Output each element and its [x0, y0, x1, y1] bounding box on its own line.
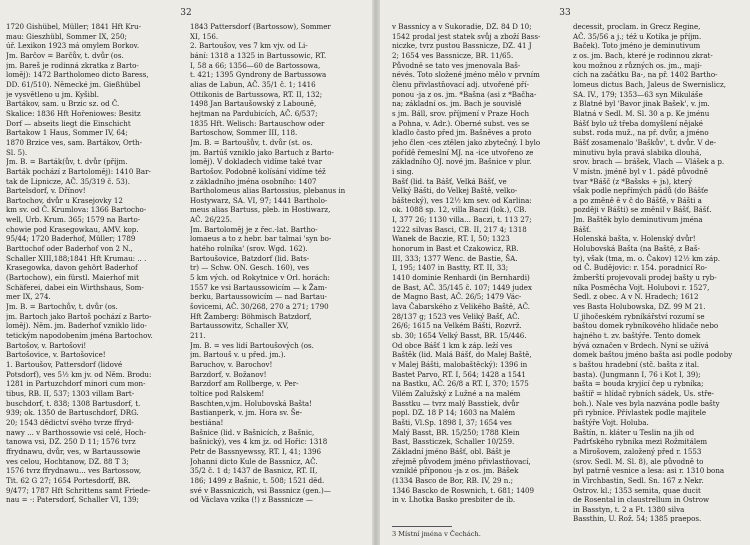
- text-line: kladlo často před jm. Bašněves a proto: [392, 128, 532, 138]
- text-line: vzniklé příponou -jь z os. jm. Bášek: [392, 466, 519, 476]
- text-line: z os. jm. Bach, které je rodinnou zkrat-: [573, 50, 713, 60]
- text-line: níka Posměcha Vojt. Holubovi r. 1527,: [573, 282, 710, 292]
- text-line: 95/44; 1720 Baderhof, Müller; 1789: [6, 234, 136, 244]
- text-line: I, 195; 1407 in Bastty, RT. II, 33;: [392, 263, 509, 273]
- text-line: Jm. B. = ves lidí Bartoušových (os.: [190, 340, 314, 350]
- text-line: 1720 Gishübel, Müller; 1841 Hft Kru-: [6, 22, 142, 31]
- text-column-left: [392, 22, 560, 527]
- text-line: Johanni dicto Kule de Bassnicz, AČ.: [190, 456, 318, 466]
- text-line: hatého rolníka' (srov. Wgd. 162).: [190, 244, 308, 254]
- text-line: toltice pod Ralskem!: [190, 388, 265, 398]
- text-line: Dorf — abseits liegt die Einschicht: [6, 118, 131, 128]
- text-line: 35/2 č. 1 d; 1437 de Basnicz, RT. II,: [190, 466, 318, 476]
- text-line: bývá označen v Brdech. Nyní se užívá: [573, 340, 709, 350]
- text-line: 2; 1654 ves Bassnicze, BR. 11/65.: [392, 50, 514, 60]
- text-line: od Václava vzika (!) z Bassnicze —: [190, 495, 313, 505]
- text-line: a Mirošovem, založený před r. 1553: [573, 446, 702, 456]
- text-line: boh.). Nale ves byla nazvána podle bašty: [573, 398, 720, 408]
- text-line: Původně se tato ves jmenovala Baš-: [392, 60, 521, 70]
- text-line: 1576 tvrz ffrydnawu... ves Bartossow,: [6, 466, 142, 476]
- text-line: pořídě řemeslní MJ. na -ice utvořeno ze: [392, 147, 534, 157]
- text-line: (1334 Basco de Bor, RB. IV, 29 n.;: [392, 475, 514, 485]
- text-line: Bartelsdorf, v. Dřínov!: [6, 186, 86, 196]
- text-line: 1222 silvas Basci, CB. II, 217 4; 1318: [392, 224, 527, 234]
- text-line: niczke, tvrz pustou Bassnicze, DZ. 41 J: [392, 41, 532, 51]
- text-line: Vilém Zalužský z Lužné a na malém: [392, 388, 521, 398]
- text-line: Malý Basst, BR. 15/250; 1788 Klein: [392, 427, 520, 437]
- text-line: tak de Lipnicze, AČ. 35/319 č. 53).: [6, 176, 130, 186]
- text-line: tanowa vsi, DZ. 250 D 11; 1576 tvrz: [6, 437, 136, 447]
- text-line: 1835 Hft. Welisch: Bartauschow oder: [190, 118, 325, 128]
- text-line: Jm. B. = Bartochův, t. dvůr (os.: [6, 302, 118, 312]
- text-line: na; základní os. jm. Bach je souvislé: [392, 99, 522, 109]
- text-line: Ostrov. kl.; 1353 semita, quae ducit: [573, 485, 701, 495]
- text-line: (srov. Sedl. M. Sl. 8), ale původně to: [573, 456, 704, 466]
- text-line: Barzdorf am Rollberge, v. Per-: [190, 379, 299, 389]
- text-line: Petr de Bassnyewssy, RT. I, 41; 1396: [190, 446, 322, 456]
- text-line: 939; ok. 1350 de Bartuschdorf, DRG.: [6, 408, 139, 418]
- text-line: Bašti, Vl.Sp. 1898 I, 37; 1654 ves: [392, 417, 512, 427]
- text-line: loměj). Něm. jm. Baderhof vzniklo lido-: [6, 321, 147, 331]
- text-line: baštou domek rybníkového hlídače nebo: [573, 321, 719, 331]
- text-line: ves Basta Holubowska, DZ. 99 M 21.: [573, 302, 706, 312]
- text-line: Bartochov, dvůr u Krasejovky 12: [6, 195, 123, 205]
- text-line: AČ. 26/225.: [190, 215, 233, 225]
- text-line: popl. DZ. 18 P 14; 1603 na Malém: [392, 408, 516, 418]
- text-line: kou možnou z různých os. jm., mají-: [573, 60, 702, 70]
- text-line: úř. Lexikon 1923 má omylem Borkov.: [6, 41, 140, 51]
- text-line: 1498 Jan Bartaušowský z Labouně,: [190, 99, 317, 109]
- text-line: Hft Žamberg: Böhmisch Batzdorf,: [190, 311, 312, 321]
- text-line: Od obce Bášť 1 km k záp. leží ves: [392, 340, 513, 350]
- text-line: Basstku — tvrz malý Basstiek, dvůr: [392, 398, 520, 408]
- text-line: z základního jména osobního: 1407: [190, 176, 317, 186]
- text-line: in Virchbastin, Sedl. Sn. 167 z Nekr.: [573, 475, 704, 485]
- text-line: loměj). V dokladech vidíme také tvar: [190, 157, 323, 167]
- text-line: U jihočeském rybníkářství rozumí se: [573, 311, 705, 321]
- footnote-rule: [392, 526, 452, 527]
- text-columns: [0, 22, 372, 527]
- text-line: s baštou hradební (stč. bašta z ital.: [573, 359, 700, 369]
- text-line: byl patrně vesnice a lesa: asi r. 1310 bona: [573, 466, 725, 476]
- text-line: t. 421; 1395 Gyndrony de Bartussowa: [190, 70, 327, 80]
- text-line: buschdorf, t. 838; 1308 Bartusdorf, t.: [6, 398, 141, 408]
- text-line: tibus, RB. II, 537; 1303 villam Bart-: [6, 388, 135, 398]
- text-line: 26/6; 1615 na Velkém Bášti, Rozvrž.: [392, 321, 522, 331]
- text-line: 1. Bartoušov, Pattersdorf (lidové: [6, 359, 123, 369]
- text-column-right: [573, 22, 745, 527]
- text-line: Holenská bašta, v. Holenský dvůr!: [573, 234, 696, 244]
- text-line: Jm. B. = Bartoušův, t. dvůr (st. os.: [190, 137, 313, 147]
- text-line: berku, Bartaussowicím — nad Bartau-: [190, 292, 327, 302]
- text-line: decessit, proclam. in Grecz Regine,: [573, 22, 701, 31]
- text-line: Baštín, n. kláter u Teslin na jih od: [573, 427, 695, 437]
- text-line: Baček). Toto jméno je deminutivum: [573, 41, 701, 51]
- text-line: Hostywarz, SA. VI, 97; 1441 Bartholo-: [190, 195, 328, 205]
- text-line: tetickým napodobením jména Bartochov.: [6, 331, 153, 340]
- text-line: (Bartochow), ein fürstl. Maierhof mit: [6, 273, 139, 283]
- text-line: de Bast, AČ. 35/145 č. 107; 1449 judex: [392, 282, 532, 292]
- text-line: zřejmě původem jméno přivlastňovací,: [392, 456, 531, 466]
- text-line: névés. Toto složené jméno mělo v prvním: [392, 70, 540, 80]
- text-line: Jm. Baštěk bylo deminutivum jména: [573, 215, 703, 225]
- text-line: Baschten,v.jm. Holubovská Bašta!: [190, 398, 312, 408]
- text-line: Bartakow 1 Haus, Sommer IV, 64;: [6, 128, 128, 138]
- right-page: [380, 0, 750, 545]
- text-line: bašta = bouda kryjící čep u rybníka;: [573, 379, 704, 389]
- text-line: I, 58 a 66; 1356—60 de Bartossowa,: [190, 60, 321, 70]
- text-line: meus alias Bartuss, pleb. in Hostiwarz,: [190, 205, 331, 215]
- text-line: subst. roda muž., na př. dvůr, a jméno: [573, 128, 709, 138]
- text-line: III, 333; 1377 Wenc. de Bastie, ŠA.: [392, 253, 518, 263]
- text-line: šovicemi, AČ. 30/268, 270 a 271; 1790: [190, 302, 329, 312]
- text-line: své v Bassniczich, vsi Bassnicz (gen.)—: [190, 485, 331, 495]
- text-line: Bartaussowitz, Schaller XV,: [190, 321, 289, 331]
- text-line: Bast, Bassticzek, Schaller 10/259.: [392, 437, 515, 447]
- footnote: 3 Místní jména v Čechách.: [392, 530, 481, 538]
- text-line: v Bassnicy a v Sukoradie, DZ. 84 D 10;: [392, 22, 532, 31]
- text-line: well, Urb. Krum. 365; 1579 na Barto-: [6, 215, 141, 225]
- text-line: mer IX, 274.: [6, 292, 51, 302]
- text-line: nawy ... v Barthossowie vsi celé, Hoch-: [6, 427, 146, 437]
- text-line: alias de Labun, AČ. 35/1 č. 1; 1416: [190, 79, 316, 89]
- text-columns: [380, 22, 750, 527]
- text-line: Skalice: 1836 Hft Hořeniowes: Besitz: [6, 108, 141, 118]
- text-line: Sl. 5).: [6, 147, 28, 157]
- text-line: však podle nepřímých pádů (do Bášťe: [573, 186, 709, 196]
- text-line: a po změně ě v č do Bášťě, v Bášti a: [573, 195, 702, 205]
- text-line: de Magno Bast, AČ. 26/5; 1479 Vác-: [392, 292, 522, 302]
- text-line: Bašť (lid. ta Bášť, Velká Bášť, ve: [392, 176, 507, 186]
- page-number: 33: [559, 8, 571, 18]
- text-column-left: [6, 22, 176, 527]
- text-line: Bartoušovice, Batzdorf (lid. Bats-: [190, 253, 310, 263]
- text-line: 1870 Brzice ves, sam. Bartákov, Orth-: [6, 137, 142, 147]
- text-line: honorum in Bast et Czakowicz, RB.: [392, 244, 519, 254]
- text-line: mau: Gieszhübl, Sommer IX, 250;: [6, 31, 127, 41]
- text-line: XI, 156.: [190, 31, 219, 41]
- text-column-right: [190, 22, 364, 527]
- text-line: Padrťského rybníka mezi Rožmitálem: [573, 437, 708, 447]
- text-line: Bassthin, U. Rož. 54; 1385 praepos.: [573, 514, 702, 524]
- text-line: Základní jméno Bášť, obl. Bášt je: [392, 446, 511, 456]
- text-line: s jm. Báll, srov. příjmení v Praze Hoch: [392, 108, 530, 118]
- text-line: minutivu byla pravá slabika dlouhá,: [573, 147, 702, 157]
- text-line: Bartholomeus alias Bartossius, plebanus in: [190, 186, 346, 196]
- text-line: tr) — Schw. ON. Gesch. 160), ves: [190, 263, 310, 273]
- text-line: Bartoschow, Sommer III, 118.: [190, 128, 298, 138]
- text-line: ok. 1088 sp. 12, villa Baczi (lok.), CB.: [392, 205, 527, 215]
- text-line: km sv. od Č. Krumlova: 1366 Bartocho-: [6, 205, 147, 215]
- text-line: z Blatné byl 'Bavor jinak Bašek', v. jm.: [573, 99, 710, 109]
- text-line: chowie pod Krasegowkau, AMV. kop.: [6, 224, 139, 234]
- text-line: 1410 dominie Renhardi (in Bernhardi): [392, 273, 530, 283]
- text-line: Bastet Parvo, RT. I, 564; 1428 a 1541: [392, 369, 526, 379]
- text-line: hejtman na Pardubicích, AČ. 6/537;: [190, 108, 318, 118]
- text-line: hajného t. zv. baštýře. Tento domek: [573, 331, 701, 340]
- text-line: Barzdorf, v. Božanov!: [190, 369, 267, 379]
- text-line: Bastianperk, v. jm. Hora sv. Še-: [190, 408, 303, 418]
- text-line: členu přivlastňovací adj. utvořené pří-: [392, 79, 529, 89]
- text-line: Baruchov, v. Barochov!: [190, 359, 273, 369]
- text-line: tvar *Bášč (z *Bašsks + jь), který: [573, 176, 693, 186]
- text-line: 5 km vých. od Rokytnice v Orl. horách:: [190, 273, 330, 283]
- text-line: ponou -ja z os. jm. *Bašna (asi z *Bačha-: [392, 89, 537, 99]
- text-line: lomaeus a to z hebr. bar talmai 'syn bo-: [190, 234, 332, 244]
- text-line: lomeus dictus Bach, Jaleus de Swernislicz,: [573, 79, 727, 89]
- text-line: Bartošov. Podobně kolísání vidíme též: [190, 166, 326, 176]
- text-line: 1542 prodal jest statek svůj a zboží Bass-: [392, 31, 541, 41]
- text-line: lava Čabarského z Velikého Baště, AČ.: [392, 302, 531, 312]
- text-line: 9/477; 1787 Hft Schrittens samt Friede-: [6, 485, 151, 495]
- text-line: V místn. jméně byl v 1. pádě původně: [573, 166, 708, 176]
- text-line: Bašnice (lid. v Bašnicích, z Bašnic,: [190, 427, 315, 437]
- text-line: Jm. Barčov = Barčův, t. dvůr (os.: [6, 50, 124, 60]
- text-line: bašnický), ves 4 km jz. od Hořic: 1318: [190, 437, 328, 447]
- text-line: 2. Bartoušov, ves 7 km vjv. od Li-: [190, 41, 308, 51]
- text-line: Blatná v Sedl. M. Sl. 30 a p. Ke jménu: [573, 108, 710, 118]
- text-line: Barttochof oder Baderhof von 2 N.,: [6, 244, 133, 254]
- text-line: I, 377 26; 1130 villa... Baczi, t. 113 27;: [392, 215, 532, 225]
- text-line: Tit. 62 G 27; 1654 Portesdorff, BR.: [6, 475, 131, 485]
- text-line: žmberští projevovali prodej bašty u ryb-: [573, 273, 717, 283]
- text-line: de Rosental in claustrellum in Ostrow: [573, 495, 710, 505]
- text-line: je vysvětleno u jm. Kyšibl.: [6, 89, 100, 99]
- text-line: Bartošovice, v. Bartošovice!: [6, 350, 106, 360]
- text-line: Baštěk (lid. Malá Bášť, do Malej Baště,: [392, 350, 532, 360]
- page-number: 32: [180, 8, 192, 18]
- text-line: 1346 Bascko de Roswnich, t. 681; 1409: [392, 485, 534, 495]
- text-line: ffrydnawu, dvůr, ves, w Bartaussowie: [6, 446, 141, 456]
- text-line: na Bastku, AČ. 26/8 a RT. I, 370; 1575: [392, 379, 529, 389]
- text-line: jm. Bartúš vzniklo jako Bartuch z Barto-: [190, 147, 334, 157]
- text-line: 1843 Pattersdorf (Bartossow), Sommer: [190, 22, 331, 31]
- text-line: Barták pochází z Bartoloměj): 1410 Bar-: [6, 166, 151, 176]
- text-line: 28/137 g; 1523 ves Veliký Bašť, AČ.: [392, 311, 520, 321]
- text-line: Holubovská Bašta (na Baště, z Baš-: [573, 244, 700, 254]
- left-page: [0, 0, 372, 545]
- text-line: i sing.: [392, 166, 414, 176]
- text-line: Bartošov, v. Bartošovi!: [6, 340, 87, 350]
- text-line: baštýře Vojt. Holuba.: [573, 417, 649, 427]
- text-line: 20; 1543 dědictví svého tvrze ffryd-: [6, 417, 134, 427]
- text-line: jm. Bareš je rodinná zkratka z Barto-: [6, 60, 139, 70]
- text-line: Potsdorf), ves 5½ km jv. od Něm. Brodu:: [6, 369, 152, 379]
- text-line: a Pohna, v. Adr.). Oberné subst. ves se: [392, 118, 530, 128]
- text-line: bestiána!: [190, 417, 224, 427]
- text-line: Schäferei, dabei ein Wirthshaus, Som-: [6, 282, 144, 292]
- text-line: SA. IV., 179; 1353—63 syn Mikuláše: [573, 89, 703, 99]
- text-line: srov. brach — brášek, Vlach — Vlášek a p.: [573, 157, 725, 167]
- text-line: základního OJ. nové jm. Bašnice v plur.: [392, 157, 532, 167]
- text-line: basta). (Jungmann I, 76 i Kot I, 39);: [573, 369, 701, 379]
- text-line: Jm. Bartoloměj je z řec.-lat. Bartho-: [190, 224, 318, 234]
- text-line: baštíř = hlídač rybních sádek, Us. stře-: [573, 388, 715, 398]
- text-line: jeho člen -ces ztělen jako zbytečný. I bylo: [392, 137, 541, 147]
- text-line: nau = ·: Patersdorf, Schaller VI, 139;: [6, 495, 139, 505]
- text-line: Schaller XIII,188;1841 Hft Krumau: .. .: [6, 253, 147, 263]
- text-line: Ottikonis de Bartussowa, RT. II, 132;: [190, 89, 323, 99]
- text-line: 186; 1499 z Bašnic, t. 508; 1521 děd.: [190, 475, 325, 485]
- text-line: později v Bášti) se změnil v Bášť, Bášť.: [573, 205, 712, 215]
- text-line: 1281 in Partuzchdorf minori cum mon-: [6, 379, 146, 389]
- text-line: loměj): 1472 Bartholomeo dicto Baress,: [6, 70, 149, 80]
- text-line: jm. Bartoch jako Bartoš pochází z Barto-: [6, 311, 152, 321]
- book-gutter: [372, 0, 380, 545]
- text-line: cích na začátku Ba-, na př. 1402 Bartho-: [573, 70, 718, 80]
- text-line: domek baštou jméno bašta asi podle podoby: [573, 350, 733, 360]
- text-line: 211.: [190, 331, 206, 340]
- text-line: od Č. Budějovic: r. 154. poradnicí Ro-: [573, 263, 708, 273]
- text-line: báštecký), ves 12½ km sev. od Karlina:: [392, 195, 532, 205]
- text-line: v Malej Bášti, malobaštěcký): 1396 in: [392, 359, 528, 369]
- text-line: Bartákov, sam. u Brzic sz. od Č.: [6, 99, 120, 109]
- text-line: 1557 ke vsi Bartaussowicím — k Žam-: [190, 282, 328, 292]
- text-line: AČ. 35/56 a j.; též u Kotíka je příjm.: [573, 31, 702, 41]
- text-line: in Basstyn, t. 2 a Ft. 1380 silva: [573, 504, 685, 514]
- text-line: při rybníce. Přívlastek podle majitele: [573, 408, 707, 418]
- text-line: Bášť bylo už třeba domyšlení nějaké: [573, 118, 703, 128]
- text-line: sb. 30; 1654 Velký Basst, BR. 15/446.: [392, 331, 527, 340]
- text-line: Krasegowka, davon gehört Baderhof: [6, 263, 138, 273]
- text-line: Velký Bášti, do Velkej Baště, velko-: [392, 186, 518, 196]
- text-line: ves celou, Hochtanow, DZ. 88 T 3;: [6, 456, 129, 466]
- text-line: Bášť.: [573, 224, 592, 234]
- text-line: Sedl. z obec. A v N. Hradech; 1612: [573, 292, 699, 302]
- text-line: Wanek de Baczie, RT. I, 50; 1323: [392, 234, 510, 244]
- text-line: bání: 1318 a 1325 in Bartussowic, RT.: [190, 50, 327, 60]
- text-line: ty), však (tma, m. o. Čakov) 12½ km záp.: [573, 253, 720, 263]
- text-line: in v. Lhotka Basko presbiter de ib.: [392, 495, 516, 505]
- text-line: Bášť zosamenalo 'Baškův', t. dvůr. V de-: [573, 137, 717, 147]
- text-line: Jm. B. = Barták(ův, t. dvůr (příjm.: [6, 157, 128, 167]
- text-line: DD. 61/510). Německé jm. Gießhübel: [6, 79, 141, 89]
- text-line: jm. Bartouš v. u před. jm.).: [190, 350, 286, 360]
